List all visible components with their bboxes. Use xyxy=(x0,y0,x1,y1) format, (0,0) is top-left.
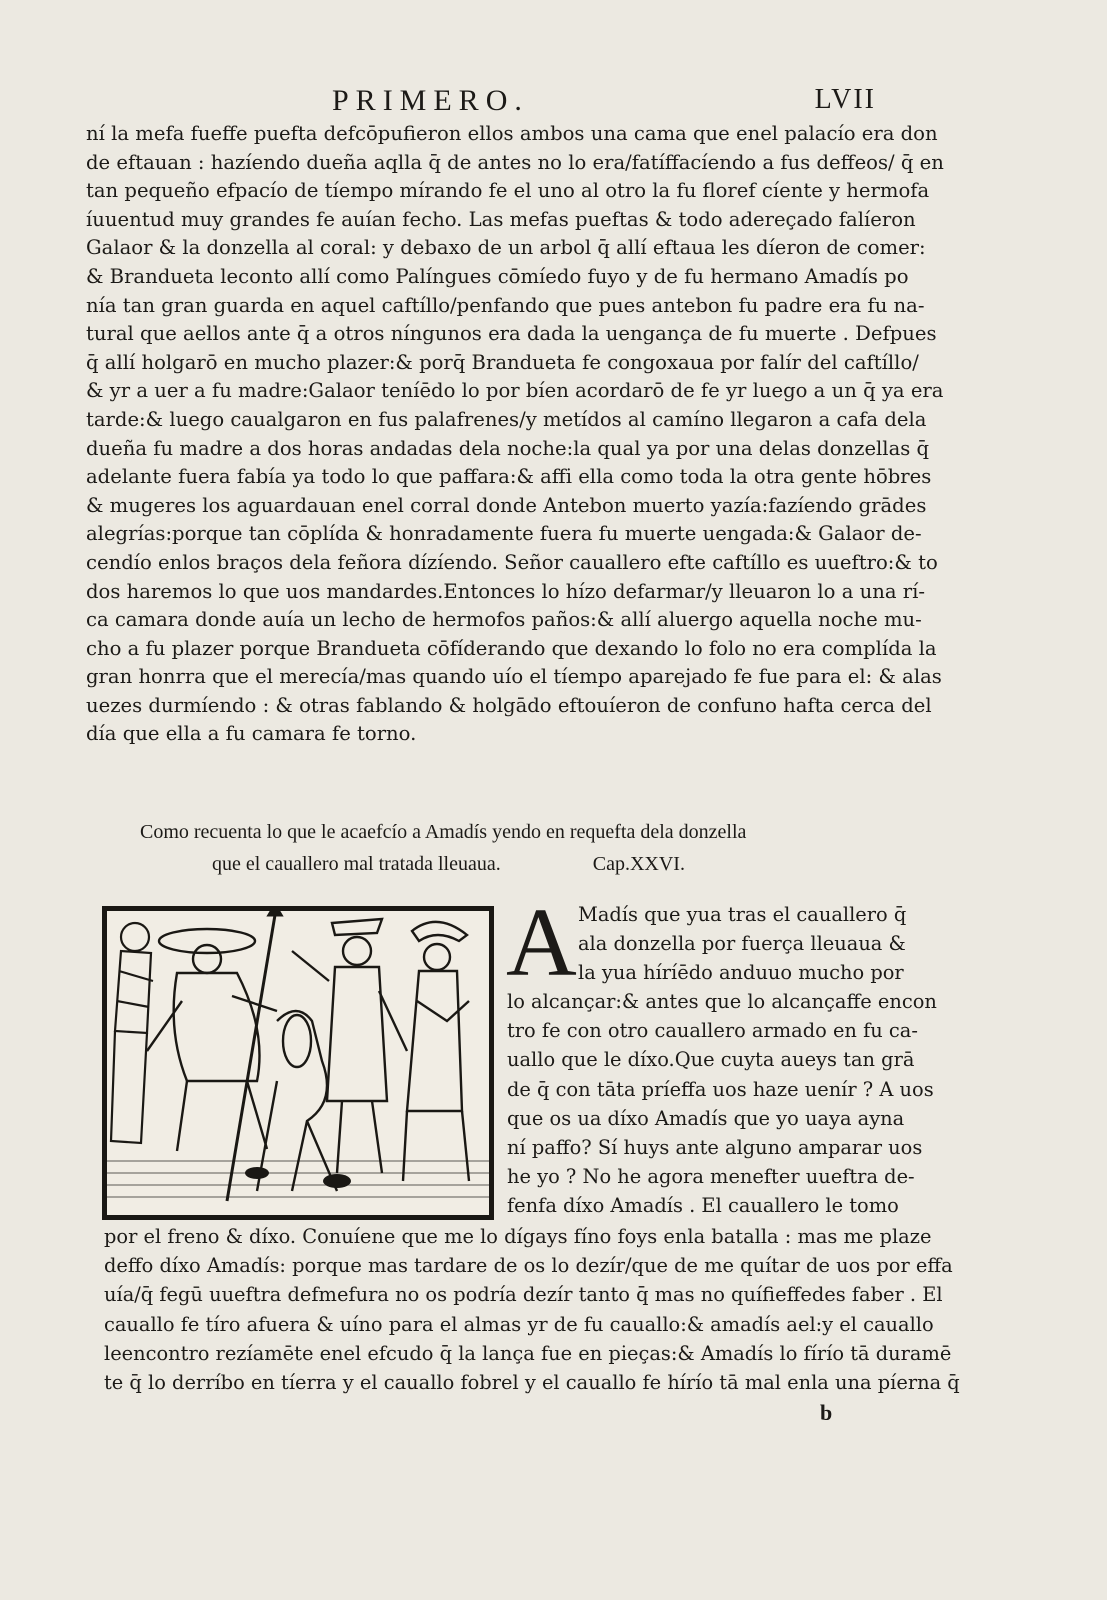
text-line: uezes durmíendo : & otras fablando & holgādo eftouíeron de confuno hafta cerca del xyxy=(86,693,932,717)
text-line: gran honrra que el merecía/mas quando uío el tíempo aparejado fe fue para el: & alas xyxy=(86,665,942,689)
text-line: deffo díxo Amadís: porque mas tardare de os lo dezír/que de me quítar de uos por effa xyxy=(104,1254,953,1278)
text-line: uallo que le díxo.Que cuyta aueys tan grā xyxy=(507,1048,915,1072)
text-line: tro fe con otro cauallero armado en fu ca- xyxy=(507,1019,918,1043)
text-line: por el freno & díxo. Conuíene que me lo dígays fíno foys enla batalla : mas me plaze xyxy=(104,1225,932,1248)
text-line: & yr a uer a fu madre:Galaor teníēdo lo por bíen acordarō de fe yr luego a un q̄ ya era xyxy=(86,379,944,403)
text-line: ní paffo? Sí huys ante alguno amparar uos xyxy=(507,1135,923,1159)
woodcut-drawing xyxy=(107,911,489,1215)
chapter-number: Cap.XXVI. xyxy=(592,853,685,875)
signature-mark: b xyxy=(820,1400,833,1425)
text-line: te q̄ lo derríbo en tíerra y el cauallo fobrel y el cauallo fe hírío tā mal enla una píerna q̄ xyxy=(104,1371,960,1395)
text-line: de q̄ con tāta príeffa uos haze uenír ? A uos xyxy=(507,1077,934,1101)
text-block-bottom xyxy=(104,1222,960,1397)
text-line: he yo ? No he agora menefter uueftra de- xyxy=(507,1164,915,1188)
folio-number: LVII xyxy=(814,84,876,115)
text-line: cho a fu plazer porque Brandueta cōfíderando que dexando lo folo no era complída la xyxy=(86,636,937,660)
running-title: PRIMERO. xyxy=(332,84,529,117)
chapter-heading xyxy=(140,816,900,880)
text-line: q̄ allí holgarō en mucho plazer:& porq̄ Brandueta fe congoxaua por falír del caftíllo/ xyxy=(86,350,919,374)
text-line: & mugeres los aguardauan enel corral donde Antebon muerto yazía:fazíendo grādes xyxy=(86,493,927,517)
text-line: de eftauan : hazíendo dueña aqlla q̄ de antes no lo era/fatíffacíendo a fus deffeos/ q̄ en xyxy=(86,150,944,174)
text-line: nía tan gran guarda en aquel caftíllo/penfando que pues antebon fu padre era fu na- xyxy=(86,293,925,317)
text-line: cendío enlos braços dela feñora dízíendo. Señor cauallero efte caftíllo es uueftro:& to xyxy=(86,550,938,574)
chapter-heading-line: Como recuenta lo que le acaefcío a Amadís yendo en requefta dela donzella xyxy=(140,821,747,843)
text-line: que os ua díxo Amadís que yo uaya ayna xyxy=(507,1106,905,1130)
text-line: tural que aellos ante q̄ a otros níngunos era dada la uengança de fu muerte . Defpues xyxy=(86,322,937,346)
text-line: íuuentud muy grandes fe auían fecho. Las mefas pueftas & todo adereçado falíeron xyxy=(86,207,916,231)
text-line: lo alcançar:& antes que lo alcançaffe encon xyxy=(507,990,937,1014)
text-line: tarde:& luego caualgaron en fus palafrenes/y metídos al camíno llegaron a cafa dela xyxy=(86,407,927,431)
text-line: ala donzella por fuerça lleuaua & xyxy=(578,932,906,956)
chapter-heading-line: que el cauallero mal tratada lleuaua. xyxy=(212,853,501,875)
running-head xyxy=(86,84,876,124)
text-line: Madís que yua tras el cauallero q̄ xyxy=(578,903,907,926)
text-line: fenfa díxo Amadís . El cauallero le tomo xyxy=(507,1193,899,1217)
text-line: ní la mefa fueffe puefta defcōpufieron ellos ambos una cama que enel palacío era don xyxy=(86,122,938,145)
text-line: dueña fu madre a dos horas andadas dela noche:la qual ya por una delas donzellas q̄ xyxy=(86,436,930,460)
woodcut-illustration-icon xyxy=(102,906,494,1220)
chapter-heading-line-2 xyxy=(140,848,900,880)
text-line: la yua híríēdo anduuo mucho por xyxy=(578,961,904,985)
text-line: ca camara donde auía un lecho de hermofos paños:& allí aluergo aquella noche mu- xyxy=(86,608,922,632)
text-line: alegrías:porque tan cōplída & honradamente fuera fu muerte uengada:& Galaor de- xyxy=(86,522,922,546)
text-line: cauallo fe tíro afuera & uíno para el almas yr de fu cauallo:& amadís ael:y el cauallo xyxy=(104,1312,934,1336)
text-line: día que ella a fu camara fe torno. xyxy=(86,722,417,746)
text-line: Galaor & la donzella al coral: y debaxo de un arbol q̄ allí eftaua les díeron de comer: xyxy=(86,236,926,260)
text-line: adelante fuera fabía ya todo lo que paffara:& affi ella como toda la otra gente hōbres xyxy=(86,465,932,489)
text-block-beside-woodcut xyxy=(506,889,937,1220)
text-block-top xyxy=(86,120,944,749)
text-line: uía/q̄ fegū uueftra defmefura no os podría dezír tanto q̄ mas no quífieffedes faber . El xyxy=(104,1283,943,1307)
text-line: leencontro rezíamēte enel efcudo q̄ la lança fue en pieças:& Amadís lo fírío tā duramē xyxy=(104,1341,952,1365)
text-line: dos haremos lo que uos mandardes.Entonces lo hízo defarmar/y lleuaron lo a una rí- xyxy=(86,579,926,603)
text-line: tan pequeño efpacío de tíempo mírando fe el uno al otro la fu floref cíente y hermofa xyxy=(86,179,930,203)
drop-cap: A xyxy=(506,889,577,997)
text-line: & Brandueta leconto allí como Palíngues cōmíedo fuyo y de fu hermano Amadís po xyxy=(86,264,909,288)
